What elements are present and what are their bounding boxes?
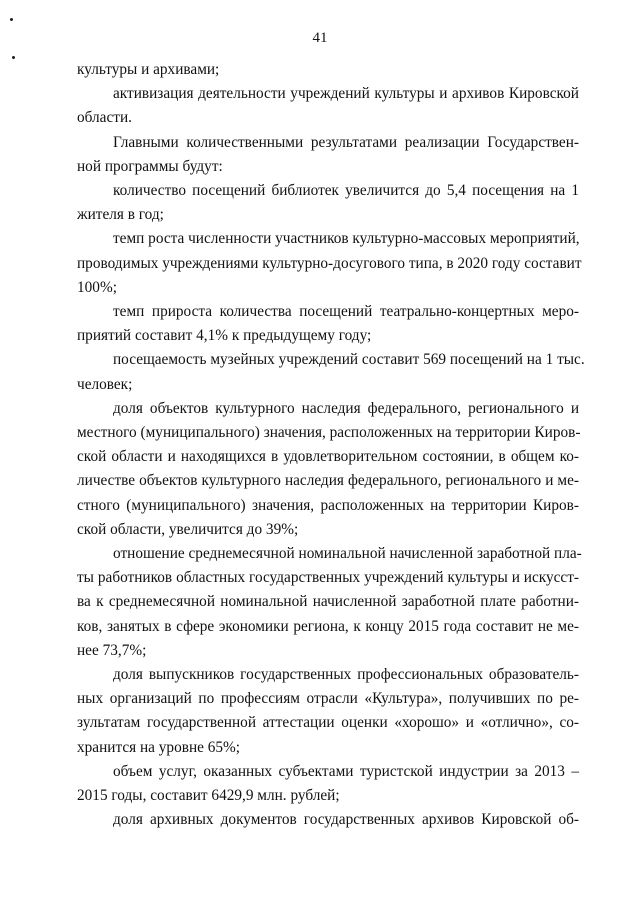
text-line: человек; [77, 375, 133, 393]
body-text [77, 58, 585, 833]
text-line: области. [77, 109, 132, 127]
text-line: доля выпускников государственных профессиональных образователь- [113, 666, 579, 684]
text-line: ных организаций по профессиям отрасли «Культура», получивших по ре- [77, 690, 579, 708]
scan-speck [12, 56, 15, 59]
text-line: доля архивных документов государственных архивов Кировской об- [113, 811, 579, 829]
text-line: стного (муниципального) значения, расположенных на территории Киров- [77, 496, 579, 514]
text-line: посещаемость музейных учреждений составит 569 посещений на 1 тыс. [113, 351, 585, 369]
text-line: объем услуг, оказанных субъектами туристской индустрии за 2013 – [113, 762, 579, 780]
text-line: доля объектов культурного наследия федерального, регионального и [113, 399, 579, 417]
text-line: ской области, увеличится до 39%; [77, 520, 299, 538]
text-line: отношение среднемесячной номинальной начисленной заработной пла- [113, 545, 582, 563]
text-line: количество посещений библиотек увеличится до 5,4 посещения на 1 [113, 182, 579, 200]
text-line: личестве объектов культурного наследия федерального, регионального и ме- [77, 472, 579, 490]
page-number: 41 [312, 30, 328, 46]
text-line: Главными количественными результатами реализации Государствен- [113, 133, 579, 151]
text-line: ты работников областных государственных учреждений культуры и искусст- [77, 569, 579, 587]
text-line: темп прироста количества посещений театрально-концертных меро- [113, 303, 579, 321]
text-line: ва к среднемесячной номинальной начисленной заработной плате работни- [77, 593, 579, 611]
text-line: темп роста численности участников культурно-массовых мероприятий, [113, 230, 580, 248]
text-line: зультатам государственной аттестации оценки «хорошо» и «отлично», со- [77, 714, 579, 732]
text-line: культуры и архивами; [77, 61, 220, 78]
text-line: местного (муниципального) значения, расположенных на территории Киров- [77, 424, 581, 442]
text-line: нее 73,7%; [77, 641, 147, 659]
text-line: 2015 годы, составит 6429,9 млн. рублей; [77, 787, 340, 805]
text-line: ской области и находящихся в удовлетворительном состоянии, в общем ко- [77, 448, 579, 466]
text-line: 100%; [77, 278, 117, 296]
text-line: ной программы будут: [77, 157, 223, 175]
text-line: активизация деятельности учреждений культуры и архивов Кировской [113, 85, 579, 103]
text-line: хранится на уровне 65%; [77, 738, 241, 756]
scan-speck [10, 18, 13, 21]
text-line: приятий составит 4,1% к предыдущему году; [77, 327, 372, 345]
text-line: проводимых учреждениями культурно-досугового типа, в 2020 году составит [77, 254, 582, 272]
text-line: жителя в год; [77, 206, 164, 224]
text-line: ков, занятых в сфере экономики региона, к концу 2015 года составит не ме- [77, 617, 579, 635]
